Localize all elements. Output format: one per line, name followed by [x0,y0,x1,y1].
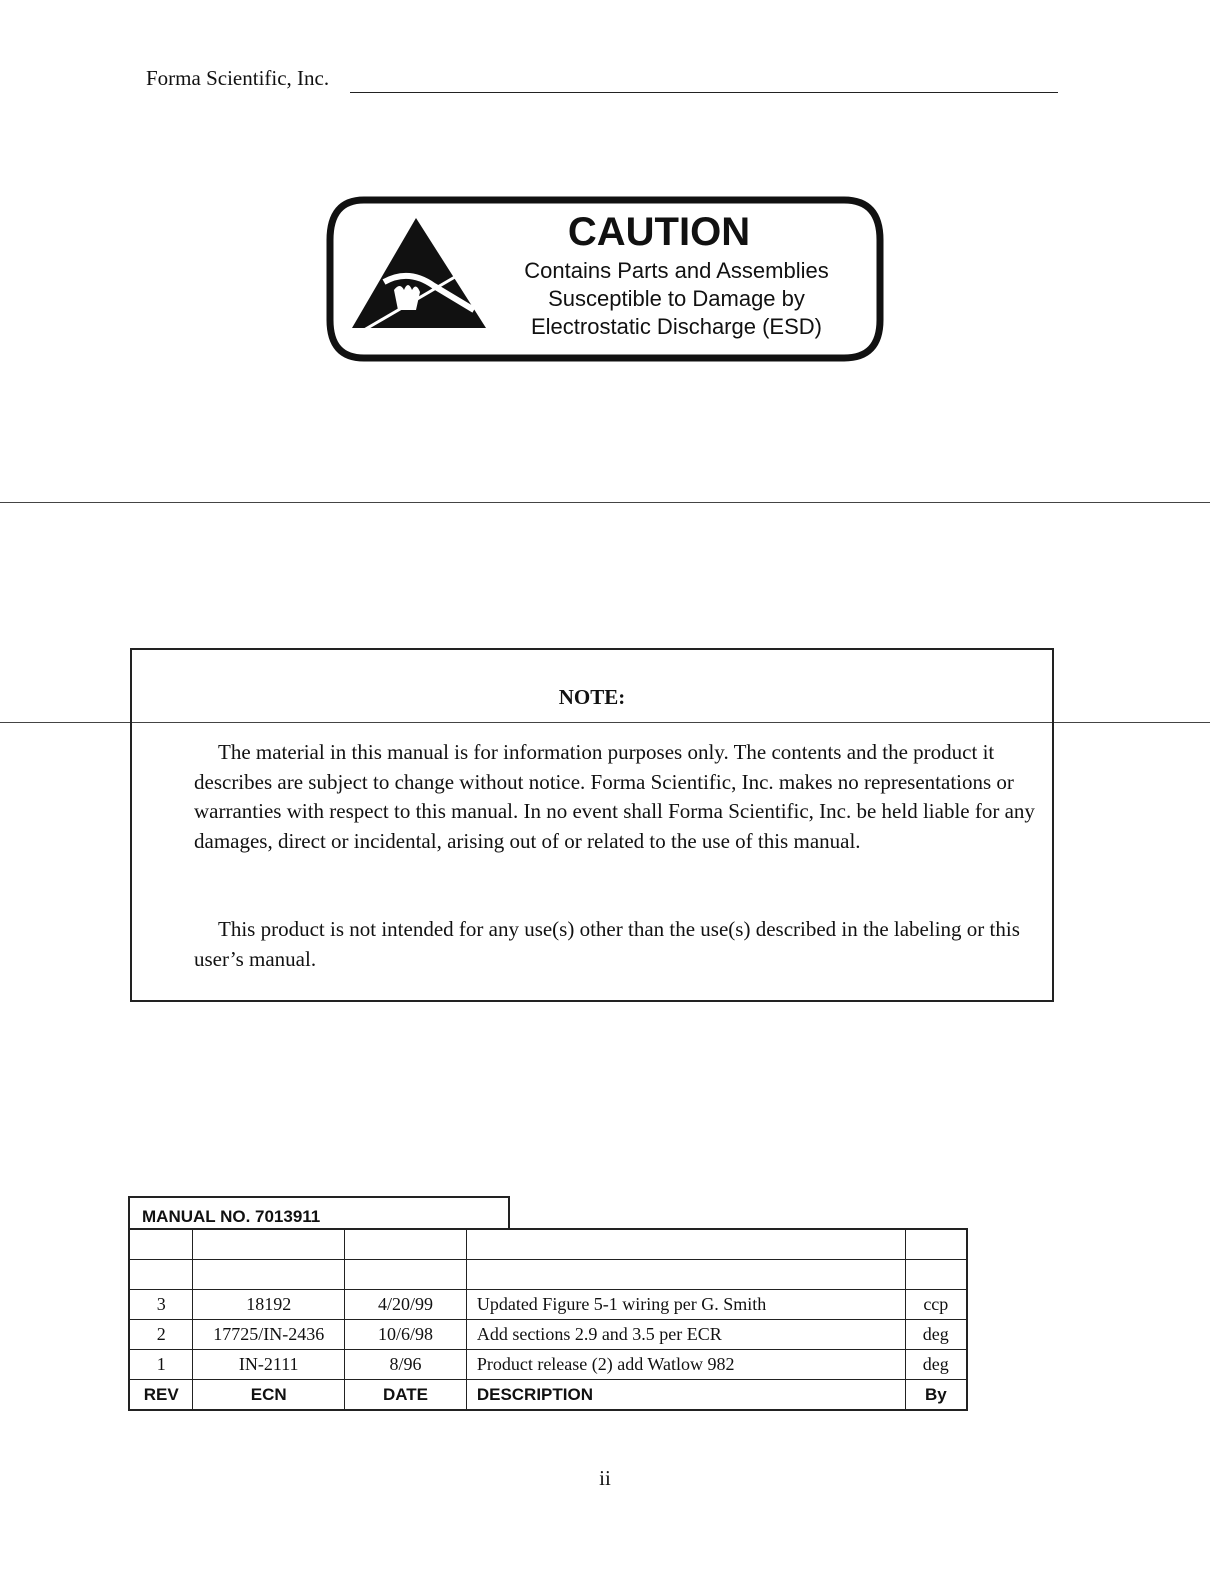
note-paragraph-1: The material in this manual is for information purposes only. The contents and the product it describes are subject to change without notice. Forma Scientific, Inc. makes no representations or warranties with respect to this manual. In no event shall Forma Scientific, Inc. be held liable for any damages, direct or incidental, arising out of or related to the use of this manual. [194,740,1035,853]
by-cell: deg [905,1350,967,1380]
by-cell [905,1260,967,1290]
date-cell [345,1229,467,1260]
esd-warning-icon [352,218,486,330]
caution-line-1: Contains Parts and Assemblies [524,258,829,283]
table-row [129,1290,967,1320]
table-header-row [129,1380,967,1411]
ecn-cell: IN-2111 [193,1350,345,1380]
description-cell: Add sections 2.9 and 3.5 per ECR [466,1320,905,1350]
ecn-cell: 17725/IN-2436 [193,1320,345,1350]
note-paragraph-2: This product is not intended for any use(s) other than the use(s) described in the labeling or this user’s manual. [194,917,1020,971]
date-header: DATE [345,1380,467,1411]
table-row [129,1229,967,1260]
description-cell [466,1229,905,1260]
description-cell: Product release (2) add Watlow 982 [466,1350,905,1380]
page-number: ii [599,1466,611,1490]
manual-number: MANUAL NO. 7013911 [128,1196,510,1230]
by-cell: deg [905,1320,967,1350]
rev-cell: 3 [129,1290,193,1320]
revision-table [128,1228,968,1411]
ecn-header: ECN [193,1380,345,1411]
table-row [129,1350,967,1380]
by-cell: ccp [905,1290,967,1320]
rev-cell [129,1260,193,1290]
description-header: DESCRIPTION [466,1380,905,1411]
page-divider [0,502,1210,503]
note-title: NOTE: [558,685,626,709]
date-cell: 8/96 [345,1350,467,1380]
note-box [130,648,1054,1002]
description-cell [466,1260,905,1290]
header-rule [350,92,1058,93]
date-cell [345,1260,467,1290]
caution-line-2: Susceptible to Damage by [548,286,805,311]
ecn-cell [193,1229,345,1260]
table-row [129,1260,967,1290]
rev-header: REV [129,1380,193,1411]
date-cell: 4/20/99 [345,1290,467,1320]
ecn-cell [193,1260,345,1290]
rev-cell [129,1229,193,1260]
ecn-cell: 18192 [193,1290,345,1320]
date-cell: 10/6/98 [345,1320,467,1350]
by-header: By [905,1380,967,1411]
caution-title: CAUTION [567,210,751,254]
rev-cell: 1 [129,1350,193,1380]
table-row [129,1320,967,1350]
caution-label [324,190,884,362]
caution-line-3: Electrostatic Discharge (ESD) [531,314,822,339]
company-name: Forma Scientific, Inc. [146,66,330,90]
rev-cell: 2 [129,1320,193,1350]
description-cell: Updated Figure 5-1 wiring per G. Smith [466,1290,905,1320]
by-cell [905,1229,967,1260]
